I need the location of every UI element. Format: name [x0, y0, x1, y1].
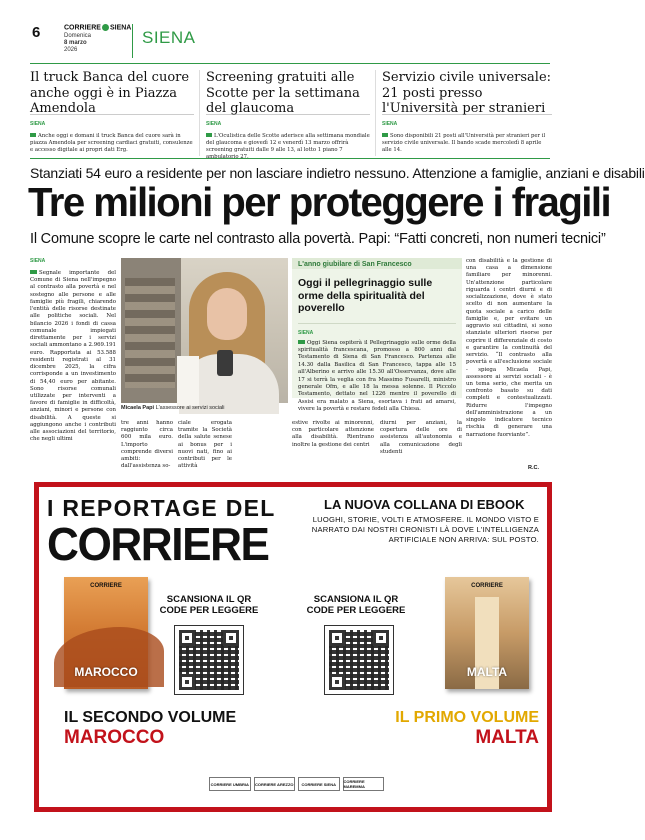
bullet-icon — [30, 270, 37, 274]
brief-tag: SIENA — [30, 121, 46, 127]
scan-instruction: SCANSIONA IL QR CODE PER LEGGERE — [306, 594, 406, 616]
qr-finder — [329, 674, 345, 690]
sidebar-box-text — [292, 336, 462, 413]
caption-name: Micaela Papi — [121, 405, 155, 411]
advert-title-line1: I REPORTAGE DEL — [47, 495, 276, 521]
brief-text-body: Sono disponibili 21 posti all'Università per stranieri per il servizio civile universale. Il bando scade mercoledì 8 aprile alle 14. — [382, 133, 546, 154]
brief-divider — [199, 70, 200, 156]
article-subhead: Il Comune scopre le carte nel contrasto alla povertà. Papi: “Fatti concreti, non numeri tecnici” — [30, 231, 606, 247]
weekday: Domenica — [64, 33, 92, 40]
article-tag: SIENA — [30, 258, 46, 264]
article-photo — [121, 258, 288, 403]
article-text — [30, 270, 116, 444]
qr-finder — [373, 630, 389, 646]
volume-2-label — [369, 709, 539, 749]
article-signature: R.C. — [528, 465, 539, 471]
volume-1-label — [64, 709, 236, 749]
volume-1-place: MAROCCO — [64, 727, 165, 749]
main-rule — [30, 158, 550, 159]
volume-2-place: MALTA — [475, 727, 539, 749]
scan-instruction: SCANSIONA IL QR CODE PER LEGGERE — [159, 594, 259, 616]
article-column-4: estive rivolte ai minorenni, con particolare attenzione alla disabilità. Rientrano inoltre la gestione dei centri — [292, 420, 374, 448]
article-headline: Tre milioni per proteggere i fragili — [28, 179, 611, 225]
logo-umbria: CORRIERE UMBRIA — [209, 777, 251, 791]
advert-description: LUOGHI, STORIE, VOLTI E ATMOSFERE. IL MONDO VISTO E NARRATO DAI NOSTRI CRONISTI LÀ DOVE L'INTELLIGENZA ARTIFICIALE NON ARRIVA: SUL POSTO. — [311, 515, 539, 545]
logo-maremma: CORRIERE MAREMMA — [343, 777, 385, 791]
date: 8 marzo — [64, 40, 87, 47]
brief-text-body: Anche oggi e domani il truck Banca del cuore sarà in piazza Amendola per screening cardiaci gratuiti, consulenze e accesso digitale ai propri dati Erg. — [30, 133, 193, 154]
logo-arezzo: CORRIERE AREZZO — [254, 777, 296, 791]
brief-text — [30, 133, 194, 154]
brief-title: Il truck Banca del cuore anche oggi è in Piazza Amendola — [30, 70, 190, 117]
book-brand: CORRIERE — [90, 583, 122, 589]
advert-ebook-title: LA NUOVA COLLANA DI EBOOK — [324, 497, 525, 512]
bullet-icon — [298, 340, 305, 344]
book-cover-malta[interactable] — [445, 577, 529, 689]
book-label: MALTA — [466, 665, 508, 679]
logo-siena: CORRIERE SIENA — [298, 777, 340, 791]
sidebar-box-title: Oggi il pellegrinaggio sulle orme della spiritualità del poverello — [298, 277, 433, 315]
volume-1-line: IL SECONDO VOLUME — [64, 709, 237, 726]
sidebar-box — [292, 258, 462, 412]
masthead-logo-left: CORRIERE — [64, 24, 101, 32]
brief-tag: SIENA — [382, 121, 398, 127]
year: 2026 — [64, 47, 78, 54]
brief-text — [382, 133, 552, 154]
brief-divider — [375, 70, 376, 156]
newspaper-logos — [209, 777, 384, 791]
qr-pattern — [179, 630, 239, 690]
brief-tag: SIENA — [206, 121, 222, 127]
brief-title: Screening gratuiti alle Scotte per la settimana del glaucoma — [206, 70, 360, 117]
sidebar-box-label: L'anno giubilare di San Francesco — [292, 258, 462, 269]
article-column-2: tre anni hanno raggiunto circa 600 mila euro. L'importo comprende diversi ambiti: dall'assistenza so- — [121, 420, 173, 470]
caption-role: L'assessore ai servizi sociali — [155, 405, 225, 411]
masthead — [64, 24, 132, 54]
advert-title-line2: CORRIERE — [47, 518, 269, 570]
qr-finder — [179, 674, 195, 690]
volume-2-line: IL PRIMO VOLUME — [395, 709, 539, 726]
book-label: MAROCCO — [74, 665, 138, 679]
qr-code[interactable] — [174, 625, 244, 695]
sidebar-box-text-body: Oggi Siena ospiterà il Pellegrinaggio sulle orme della spiritualità francescana, promosso a 800 anni dal Testamento di Siena di San Francesco. Partenza alle 14.30 dalla Basilica di San Francesco, tappa alle 15 all'Alberino e arrivo alle 15.30 all'Osservanza, dove alle 17 si terrà la veglia con fra Massimo Fusarelli, ministro generale Ofm, e alle 18 la messa solenne. Il Piccolo Testamento, dettato nel 1226 mentre il poverello di Assisi era malato a Siena, esortava i frati ad amarsi, vivere la povertà e restare fedeli alla Chiesa. — [298, 339, 456, 412]
article-kicker: Stanziati 54 euro a residente per non lasciare indietro nessuno. Attenzione a famiglie, anziani e disabili — [30, 165, 645, 181]
globe-icon — [102, 24, 109, 31]
section-title: SIENA — [142, 28, 196, 47]
masthead-date — [64, 33, 126, 54]
photo-person-jacket — [177, 356, 199, 406]
article-column-6: con disabilità e la gestione di una casa a dimensione familiare per minorenni. Un'attenzione particolare riguarda i centri diurni e di socializzazione, dove è stato scelto di non aumentare la quota sociale a carico delle famiglie e, per evitare un aggravio sui cittadini, si sono stanziate ulteriori risorse per coprire il differenziale di costo e garantire la continuità del servizio. “Il contrasto alla povertà e all'esclusione sociale - spiega Micaela Papi, assessore ai servizi sociali - è un tema serio, che merita un confronto basato su dati completi e contestualizzati. Ridurre l'impegno dell'amministrazione a un singolo indicatore tecnico rischia di generare una narrazione fuorviante”. — [466, 258, 552, 438]
photo-caption — [121, 405, 288, 411]
page-number: 6 — [32, 24, 41, 41]
advert[interactable] — [34, 482, 552, 812]
brief-2 — [206, 70, 370, 162]
photo-person-face — [207, 288, 247, 340]
photo-bookshelf — [125, 278, 175, 388]
brief-1 — [30, 70, 194, 154]
article-column-5: diurni per anziani, la copertura delle ore di assistenza all'autonomia e alla comunicazione degli studenti — [380, 420, 462, 455]
qr-finder — [329, 630, 345, 646]
bullet-icon — [206, 133, 212, 137]
article-text-body: Segnale importante del Comune di Siena nell'impegno al contrasto alla povertà e nel sostegno alle persone e alle famiglie più fragili, chiarendo l'entità delle risorse destinate alle politiche sociali. Nel bilancio 2026 i fondi di cassa comunale impiegati direttamente per i servizi sociali ammontano a 2.969.191 euro. Rapportata ai 53.588 residenti registrati al 31 dicembre 2025, la cifra corrisponde a un investimento di 54,40 euro per abitante. Sono risorse comunali utilizzate per interventi a favore di famiglie in difficoltà, anziani, minori e persone con disabilità. A queste si aggiungono anche i contributi alle associazioni del territorio, che negli ultimi — [30, 270, 116, 443]
qr-finder — [179, 630, 195, 646]
brief-text-body: L'Oculistica delle Scotte aderisce alla settimana mondiale del glaucoma e giovedì 12 e venerdì 13 marzo offrirà screening gratuiti dalle 9 alle 13, al lotto 1 piano 7 — [206, 133, 370, 154]
masthead-logo-right: SIENA — [109, 24, 132, 32]
qr-pattern — [329, 630, 389, 690]
article-column-3: ciale erogata tramite la Società della salute senese ai bonus per i nuovi nati, fino ai contributi per le attività — [178, 420, 232, 470]
qr-code[interactable] — [324, 625, 394, 695]
article-column-1 — [30, 258, 116, 444]
header-separator — [132, 24, 133, 58]
microphone-icon — [217, 350, 233, 376]
qr-finder — [223, 630, 239, 646]
brief-3 — [382, 70, 552, 154]
top-rule — [30, 63, 550, 64]
masthead-logo — [64, 24, 132, 32]
book-cover-marocco[interactable] — [64, 577, 148, 689]
sidebar-box-tag: SIENA — [298, 329, 314, 336]
bullet-icon — [382, 133, 388, 137]
bullet-icon — [30, 133, 36, 137]
book-brand: CORRIERE — [471, 583, 503, 589]
brief-title: Servizio civile universale: 21 posti presso l'Università per stranieri — [382, 70, 552, 117]
